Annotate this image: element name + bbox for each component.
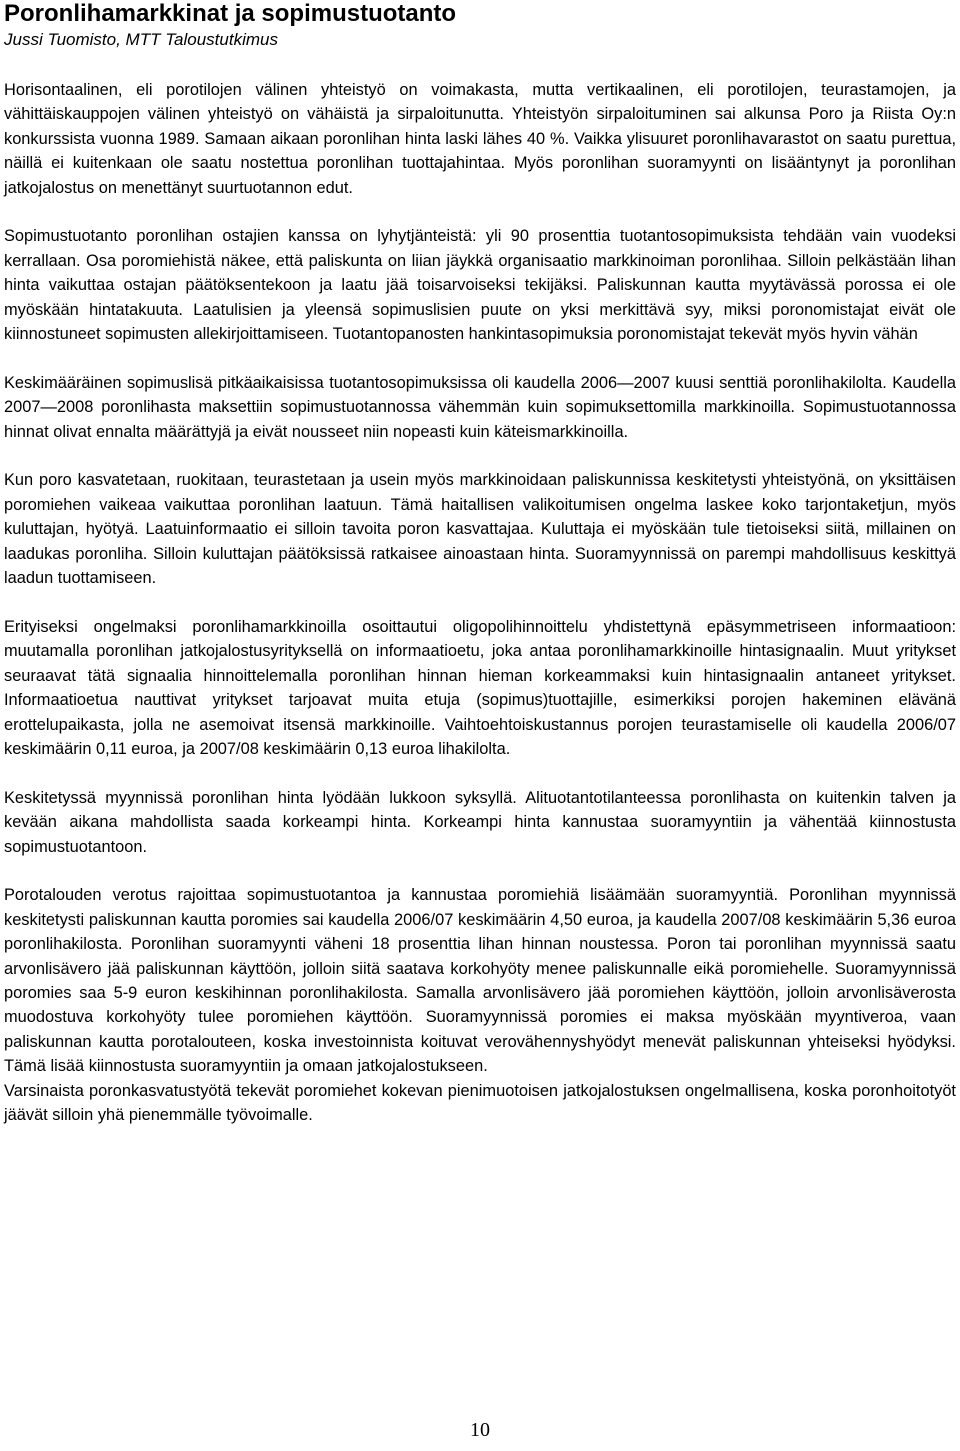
paragraph-6: Keskitetyssä myynnissä poronlihan hinta lyödään lukkoon syksyllä. Alituotantotilanteessa poronlihasta on kuitenkin talven ja kevään aikana mahdollista saada korkeampi hinta. Korkeampi hinta kannustaa suoramyyntiin ja vähentää kiinnostusta sopimustuotantoon. [4,788,956,856]
paragraph-2: Sopimustuotanto poronlihan ostajien kanssa on lyhytjänteistä: yli 90 prosenttia tuotantosopimuksista tehdään vain vuodeksi kerrallaan. Osa poromiehistä näkee, että paliskunta on liian jäykkä organisaatio markkinoiman poronlihaa. Silloin pelkästään lihan hinta vaikuttaa ostajan päätöksentekoon ja laatu jää toisarvoiseksi tekijäksi. Paliskunnan kautta myytävässä porossa ei ole myöskään hintatakuuta. Laatulisien ja yleensä sopimuslisien puute on yksi merkittävä syy, miksi poronomistajat eivät ole kiinnostuneet sopimusten allekirjoittamiseen. Tuotantopanosten hankintasopimuksia poronomistajat tekevät myös hyvin vähän [4,227,956,344]
paragraph-5: Erityiseksi ongelmaksi poronlihamarkkinoilla osoittautui oligopolihinnoittelu yhdistettynä epäsymmetriseen informaatioon: muutamalla poronlihan jatkojalostusyrityksellä on informaatioetu, joka antaa poronlihamarkkinoille hintasignaalin. Muut yritykset seuraavat tätä signaalia hinnoittelemalla poronlihan hinnan hieman korkeammaksi kuin hintasignaalin antaneet yritykset. Informaatioetua nauttivat yritykset tarjoavat muita etuja (sopimus)tuottajille, esimerkiksi porojen hakeminen elävänä erottelupaikasta, jolla ne asemoivat itsensä markkinoille. Vaihtoehtoiskustannus porojen teurastamiselle oli kaudella 2006/07 keskimäärin 0,11 euroa, ja 2007/08 keskimäärin 0,13 euroa lihakilolta. [4,617,956,758]
paragraph-3: Keskimääräinen sopimuslisä pitkäaikaisissa tuotantosopimuksissa oli kaudella 2006—2007 kuusi senttiä poronlihakilolta. Kaudella 2007—2008 poronlihasta maksettiin sopimustuotannossa vähemmän kuin sopimuksettomilla markkinoilla. Sopimustuotannossa hinnat olivat ennalta määrättyjä ja eivät nousseet niin nopeasti kuin käteismarkkinoilla. [4,373,956,441]
paragraph-7: Porotalouden verotus rajoittaa sopimustuotantoa ja kannustaa poromiehiä lisäämään suoramyyntiä. Poronlihan myynnissä keskitetysti paliskunnan kautta poromies sai kaudella 2006/07 keskimäärin 4,50 euroa, ja kaudella 2007/08 keskimäärin 5,36 euroa poronlihakilosta. Poronlihan suoramyynti väheni 18 prosenttia lihan hinnan noustessa. Poron tai poronlihan myynnissä saatu arvonlisävero jää paliskunnan käyttöön, jolloin siitä saatava korkohyöty menee paliskunnalle eikä poromiehelle. Suoramyynnissä poromies saa 5-9 euron keskihinnan poronlihakilosta. Samalla arvonlisävero jää poromiehen käyttöön, jolloin arvonlisäverosta muodostuva korkohyöty tulee poromiehen käyttöön. Suoramyynnissä poromies ei maksa myöskään myyntiveroa, vaan paliskunnan kautta porotalouteen, koska investoinnista koituvat verovähennyshyödyt menevät paliskunnan yhteiseksi hyödyksi. Tämä lisää kiinnostusta suoramyyntiin ja omaan jatkojalostukseen. [4,886,956,1076]
paragraph-4: Kun poro kasvatetaan, ruokitaan, teurastetaan ja usein myös markkinoidaan paliskunnissa keskitetysti yhteistyönä, on yksittäisen poromiehen vaikeaa vaikuttaa poronlihan laatuun. Tämä haitallisen valikoitumisen ongelma laskee koko tarjontaketjun, myös kuluttajan, hyötyä. Laatuinformaatio ei silloin tavoita poron kasvattajaa. Kuluttaja ei myöskään tule tietoiseksi siitä, millainen on laadukas poronliha. Silloin kuluttajan päätöksissä ratkaisee ainoastaan hinta. Suoramyynnissä on parempi mahdollisuus keskittyä laadun tuottamiseen. [4,471,956,588]
page-number: 10 [470,1419,490,1441]
page-title: Poronlihamarkkinat ja sopimustuotanto [4,0,457,27]
document-page [4,0,956,1127]
author-line: Jussi Tuomisto, MTT Taloustutkimus [4,30,278,49]
paragraph-8: Varsinaista poronkasvatustyötä tekevät poromiehet kokevan pienimuotoisen jatkojalostuksen ongelmallisena, koska poronhoitotyöt jäävät silloin yhä pienemmälle työvoimalle. [4,1081,956,1124]
paragraph-1: Horisontaalinen, eli porotilojen välinen yhteistyö on voimakasta, mutta vertikaalinen, eli porotilojen, teurastamojen, ja vähittäiskauppojen välinen yhteistyö on vähäistä ja sirpaloitunutta. Yhteistyön sirpaloituminen sai alkunsa Poro ja Riista Oy:n konkurssista vuonna 1989. Samaan aikaan poronlihan hinta laski lähes 40 %. Vaikka ylisuuret poronlihavarastot on saatu purettua, näillä ei kuitenkaan ole saatu nostettua poronlihan tuottajahintaa. Myös poronlihan suoramyynti on lisääntynyt ja poronlihan jatkojalostus on menettänyt suurtuotannon edut. [4,81,956,197]
